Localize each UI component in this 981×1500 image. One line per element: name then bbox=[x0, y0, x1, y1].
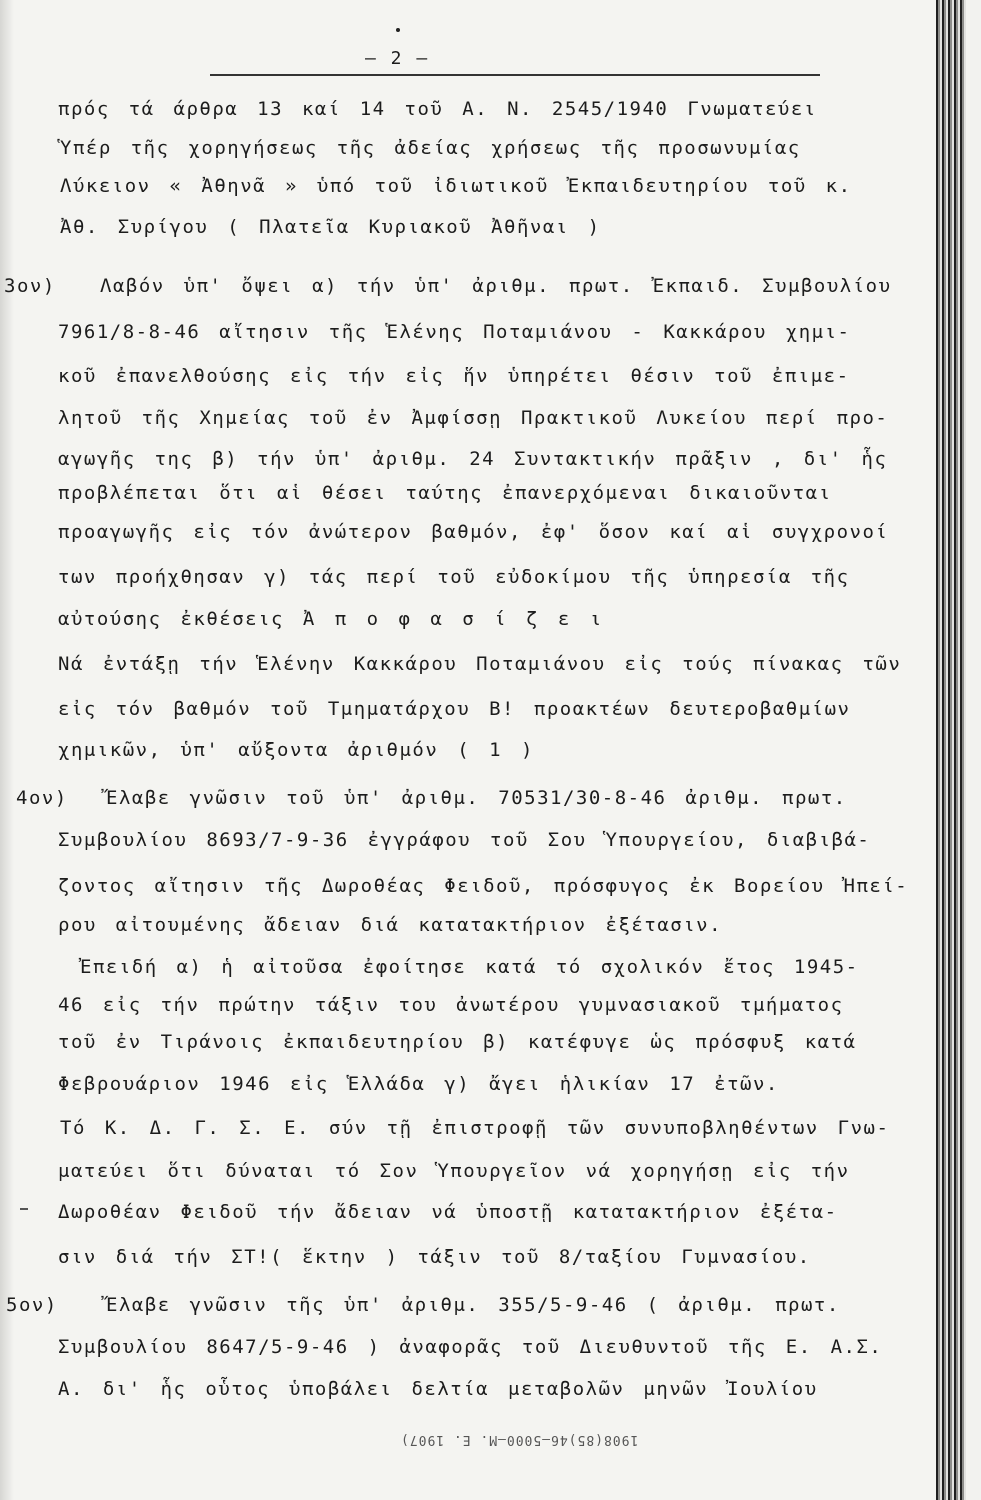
text-line: 46 εἰς τήν πρώτην τάξιν του ἀνωτέρου γυμνασιακοῦ τμήματος bbox=[58, 994, 844, 1016]
section-number: 3ον) bbox=[4, 275, 56, 297]
text-line: Συμβουλίου 8693/7-9-36 ἐγγράφου τοῦ Σου Ὑπουργείου, διαβιβά- bbox=[58, 829, 871, 851]
margin-tick bbox=[20, 1208, 28, 1210]
text-line: των προήχθησαν γ) τάς περί τοῦ εὐδοκίμου τῆς ὑπηρεσία τῆς bbox=[58, 566, 850, 588]
text-line: λητοῦ τῆς Χημείας τοῦ ἐν Ἀμφίσσῃ Πρακτικοῦ Λυκείου περί προ- bbox=[58, 407, 889, 429]
text-line: κοῦ ἐπανελθούσης εἰς τήν εἰς ἥν ὑπηρέτει θέσιν τοῦ ἐπιμε- bbox=[58, 365, 850, 387]
text-line: ζοντος αἴτησιν τῆς Δωροθέας Φειδοῦ, πρόσφυγος ἐκ Βορείου Ἠπεί- bbox=[58, 875, 909, 897]
text-line: Φεβρουάριον 1946 εἰς Ἑλλάδα γ) ἄγει ἡλικίαν 17 ἐτῶν. bbox=[58, 1073, 779, 1095]
section-number: 4ον) bbox=[16, 787, 68, 809]
text-line: Ἔλαβε γνῶσιν τῆς ὑπ' ἀριθμ. 355/5-9-46 ( ἀριθμ. πρωτ. bbox=[106, 1294, 840, 1316]
text-line: σιν διά τήν ΣΤ!( ἕκτην ) τάξιν τοῦ 8/ταξίου Γυμνασίου. bbox=[58, 1246, 811, 1268]
footer-print-mark: 1908(85)46—5000—M. E. 1907) bbox=[400, 1432, 639, 1447]
page-edge-shadow bbox=[0, 0, 14, 1500]
text-line: Α. δι' ἧς οὗτος ὑποβάλει δελτία μεταβολῶν μηνῶν Ἰουλίου bbox=[58, 1378, 818, 1400]
text-line: χημικῶν, ὑπ' αὔξοντα ἀριθμόν ( 1 ) bbox=[58, 739, 534, 761]
text-line: αγωγῆς της β) τήν ὑπ' ἀριθμ. 24 Συντακτικήν πρᾶξιν , δι' ἧς bbox=[58, 448, 888, 470]
page-number: — 2 — bbox=[365, 48, 430, 69]
text-line: εἰς τόν βαθμόν τοῦ Τμηματάρχου Β! προακτέων δευτεροβαθμίων bbox=[58, 698, 851, 720]
text-line: Ἔλαβε γνῶσιν τοῦ ὑπ' ἀριθμ. 70531/30-8-46 ἀριθμ. πρωτ. bbox=[106, 787, 847, 809]
header-rule bbox=[210, 74, 820, 76]
text-line: ρου αἰτουμένης ἄδειαν διά κατατακτήριον ἐξέτασιν. bbox=[58, 914, 723, 936]
text-line: Λαβόν ὑπ' ὄψει α) τήν ὑπ' ἀριθμ. πρωτ. Ἐκπαιδ. Συμβουλίου bbox=[100, 275, 892, 297]
text-line: Δωροθέαν Φειδοῦ τήν ἄδειαν νά ὑποστῇ κατατακτήριον ἐξέτα- bbox=[58, 1201, 838, 1223]
text-line: προαγωγῆς εἰς τόν ἀνώτερον βαθμόν, ἐφ' ὅσον καί αἱ συγχρονοί bbox=[58, 521, 889, 543]
ink-dot bbox=[396, 28, 400, 32]
text-line: ματεύει ὅτι δύναται τό Σον Ὑπουργεῖον νά χορηγήσῃ εἰς τήν bbox=[58, 1160, 850, 1182]
text-line: προβλέπεται ὅτι αἱ θέσει ταύτης ἐπανερχόμεναι δικαιοῦνται bbox=[58, 482, 832, 504]
text-line: Τό Κ. Δ. Γ. Σ. Ε. σύν τῇ ἐπιστροφῇ τῶν συνυποβληθέντων Γνω- bbox=[60, 1117, 890, 1139]
text-line: Συμβουλίου 8647/5-9-46 ) ἀναφορᾶς τοῦ Διευθυντοῦ τῆς Ε. Α.Σ. bbox=[58, 1336, 883, 1358]
text-line: Λύκειον « Ἀθηνᾶ » ὑπό τοῦ ἰδιωτικοῦ Ἐκπαιδευτηρίου τοῦ κ. bbox=[60, 175, 852, 197]
text-line: τοῦ ἐν Τιράνοις ἐκπαιδευτηρίου β) κατέφυγε ὡς πρόσφυξ κατά bbox=[58, 1031, 857, 1053]
text-line: αὐτούσης ἐκθέσεις Ἀ π ο φ α σ ί ζ ε ι bbox=[58, 608, 603, 630]
section-number: 5ον) bbox=[6, 1294, 58, 1316]
text-line: 7961/8-8-46 αἴτησιν τῆς Ἑλένης Ποταμιάνου - Κακκάρου χημι- bbox=[58, 321, 851, 343]
binding-edge bbox=[936, 0, 981, 1500]
text-line: Ὑπέρ τῆς χορηγήσεως τῆς ἀδείας χρήσεως τῆς προσωνυμίας bbox=[60, 137, 801, 159]
text-line: πρός τά άρθρα 13 καί 14 τοῦ Α. Ν. 2545/1940 Γνωματεύει bbox=[58, 98, 817, 120]
text-line: Ἐπειδή α) ἡ αἰτοῦσα ἐφοίτησε κατά τό σχολικόν ἔτος 1945- bbox=[80, 956, 859, 978]
text-line: Νά ἐντάξῃ τήν Ἑλένην Κακκάρου Ποταμιάνου εἰς τούς πίνακας τῶν bbox=[58, 653, 902, 675]
text-line: Ἀθ. Συρίγου ( Πλατεῖα Κυριακοῦ Ἀθῆναι ) bbox=[60, 216, 601, 238]
